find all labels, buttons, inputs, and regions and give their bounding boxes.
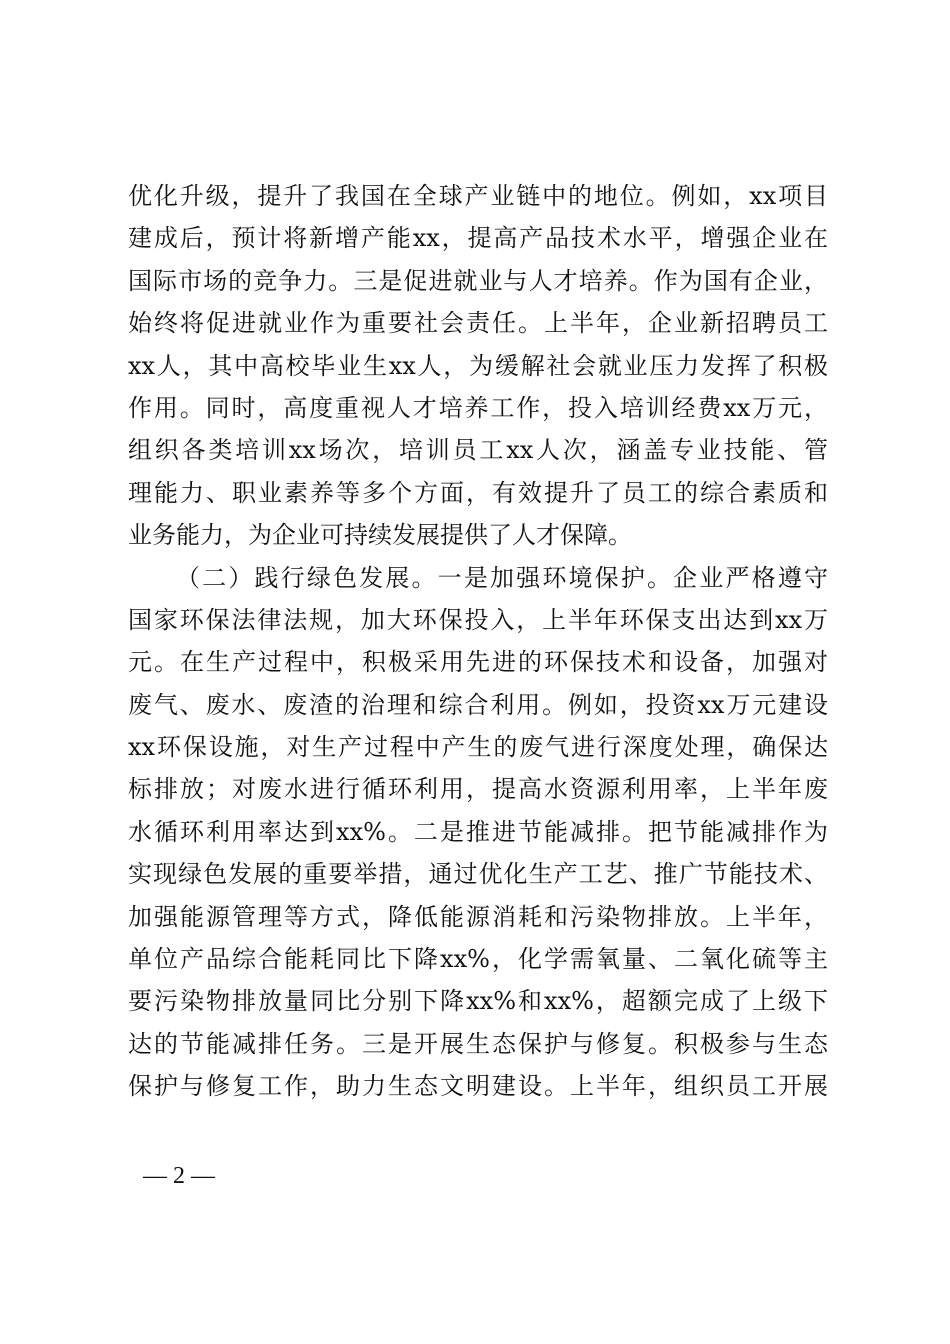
text-line: 保护与修复工作，助力生态文明建设。上半年，组织员工开展 — [128, 1072, 828, 1101]
text-line: 组织各类培训xx场次，培训员工xx人次，涵盖专业技能、管 — [128, 436, 828, 465]
text-line: 实现绿色发展的重要举措，通过优化生产工艺、推广节能技术、 — [128, 860, 828, 889]
body-text — [128, 175, 828, 1108]
text-line: 要污染物排放量同比分别下降xx%和xx%，超额完成了上级下 — [128, 987, 828, 1016]
text-line: 废气、废水、废渣的治理和综合利用。例如，投资xx万元建设 — [128, 690, 828, 719]
text-line: 水循环利用率达到xx%。二是推进节能减排。把节能减排作为 — [128, 817, 828, 846]
text-line: 始终将促进就业作为重要社会责任。上半年，企业新招聘员工 — [128, 309, 828, 338]
text-line: 元。在生产过程中，积极采用先进的环保技术和设备，加强对 — [128, 648, 828, 677]
page-number: — 2 — — [143, 1163, 215, 1189]
text-line: 国家环保法律法规，加大环保投入，上半年环保支出达到xx万 — [128, 605, 828, 634]
text-line: 单位产品综合能耗同比下降xx%，化学需氧量、二氧化硫等主 — [128, 945, 828, 974]
text-line: 作用。同时，高度重视人才培养工作，投入培训经费xx万元， — [128, 393, 828, 422]
text-line: 业务能力，为企业可持续发展提供了人才保障。 — [128, 521, 632, 550]
text-line: 建成后，预计将新增产能xx，提高产品技术水平，增强企业在 — [128, 224, 828, 253]
text-line: 加强能源管理等方式，降低能源消耗和污染物排放。上半年， — [128, 902, 828, 931]
text-line: xx环保设施，对生产过程中产生的废气进行深度处理，确保达 — [128, 733, 828, 762]
text-line: 达的节能减排任务。三是开展生态保护与修复。积极参与生态 — [128, 1029, 828, 1058]
text-line: 理能力、职业素养等多个方面，有效提升了员工的综合素质和 — [128, 478, 828, 507]
text-line: xx人，其中高校毕业生xx人，为缓解社会就业压力发挥了积极 — [128, 351, 828, 380]
paragraph-1 — [128, 175, 828, 557]
text-line: 标排放；对废水进行循环利用，提高水资源利用率，上半年废 — [128, 775, 828, 804]
paragraph-2 — [128, 557, 828, 1108]
text-line: 优化升级，提升了我国在全球产业链中的地位。例如，xx项目 — [128, 182, 828, 210]
text-line: 国际市场的竞争力。三是促进就业与人才培养。作为国有企业， — [128, 266, 828, 295]
text-line: （二）践行绿色发展。一是加强环境保护。企业严格遵守 — [176, 563, 828, 592]
